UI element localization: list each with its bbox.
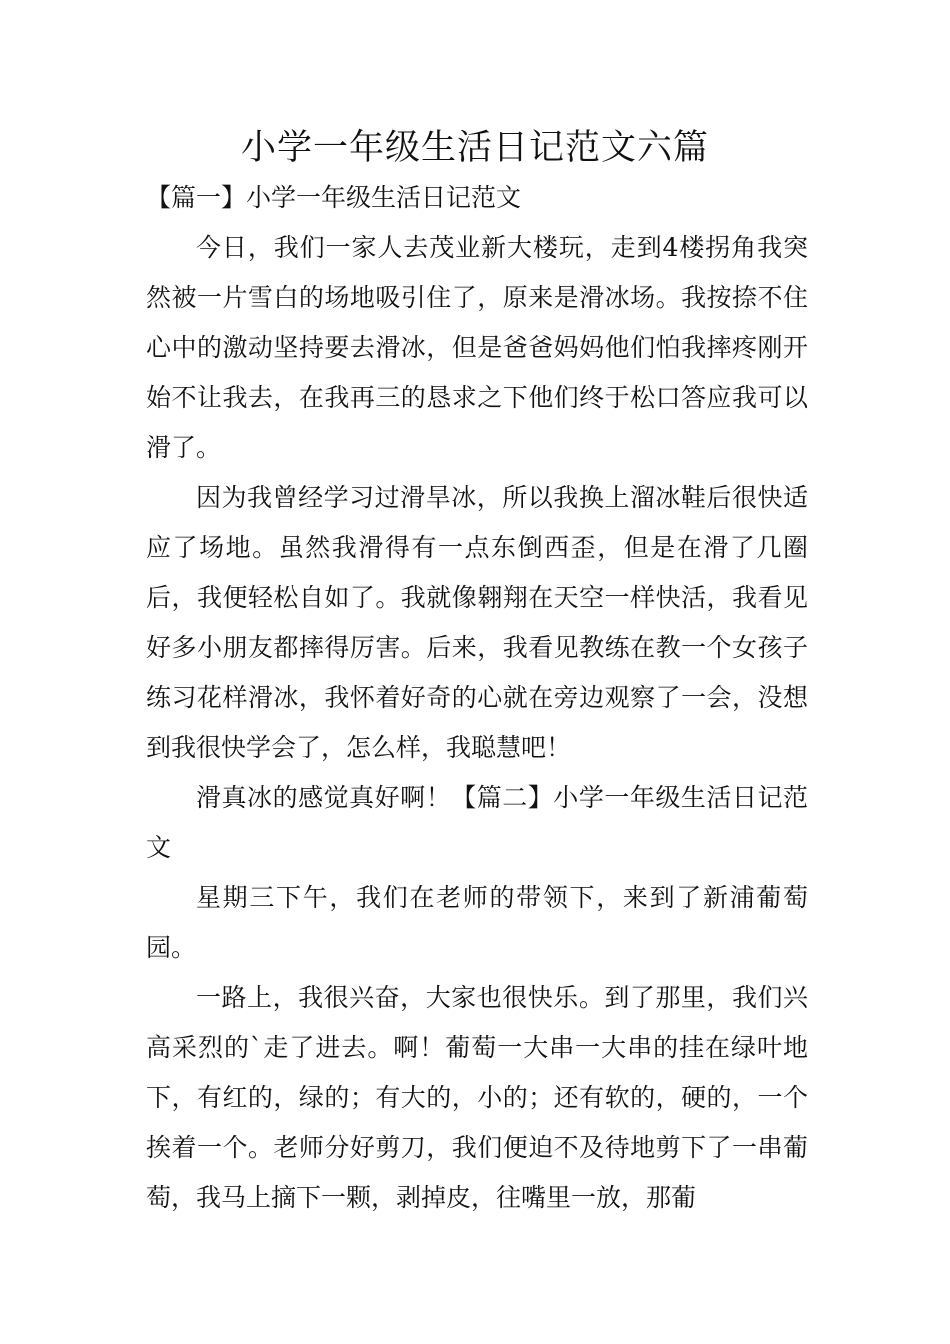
document-body <box>146 173 808 1223</box>
paragraph: 滑真冰的感觉真好啊！【篇二】小学一年级生活日记范文 <box>146 783 808 862</box>
paragraph: 今日，我们一家人去茂业新大楼玩，走到4楼拐角我突然被一片雪白的场地吸引住了，原来是滑冰场。我按捺不住心中的激动坚持要去滑冰，但是爸爸妈妈他们怕我摔疼刚开始不让我去，在我再三的恳求之下他们终于松口答应我可以滑了。 <box>146 233 808 462</box>
paragraph: 一路上，我很兴奋，大家也很快乐。到了那里，我们兴高采烈的`走了进去。啊！葡萄一大串一大串的挂在绿叶地下，有红的，绿的；有大的，小的；还有软的，硬的，一个挨着一个。老师分好剪刀，我们便迫不及待地剪下了一串葡萄，我马上摘下一颗，剥掉皮，往嘴里一放，那葡 <box>146 983 808 1212</box>
document-title: 小学一年级生活日记范文六篇 <box>240 128 709 168</box>
paragraph: 星期三下午，我们在老师的带领下，来到了新浦葡萄园。 <box>146 883 808 962</box>
section-heading: 【篇一】小学一年级生活日记范文 <box>146 183 522 212</box>
paragraph: 因为我曾经学习过滑旱冰，所以我换上溜冰鞋后很快适应了场地。虽然我滑得有一点东倒西歪，但是在滑了几圈后，我便轻松自如了。我就像翱翔在天空一样快活，我看见好多小朋友都摔得厉害。后来，我看见教练在教一个女孩子练习花样滑冰，我怀着好奇的心就在旁边观察了一会，没想到我很快学会了，怎么样，我聪慧吧！ <box>146 483 808 762</box>
